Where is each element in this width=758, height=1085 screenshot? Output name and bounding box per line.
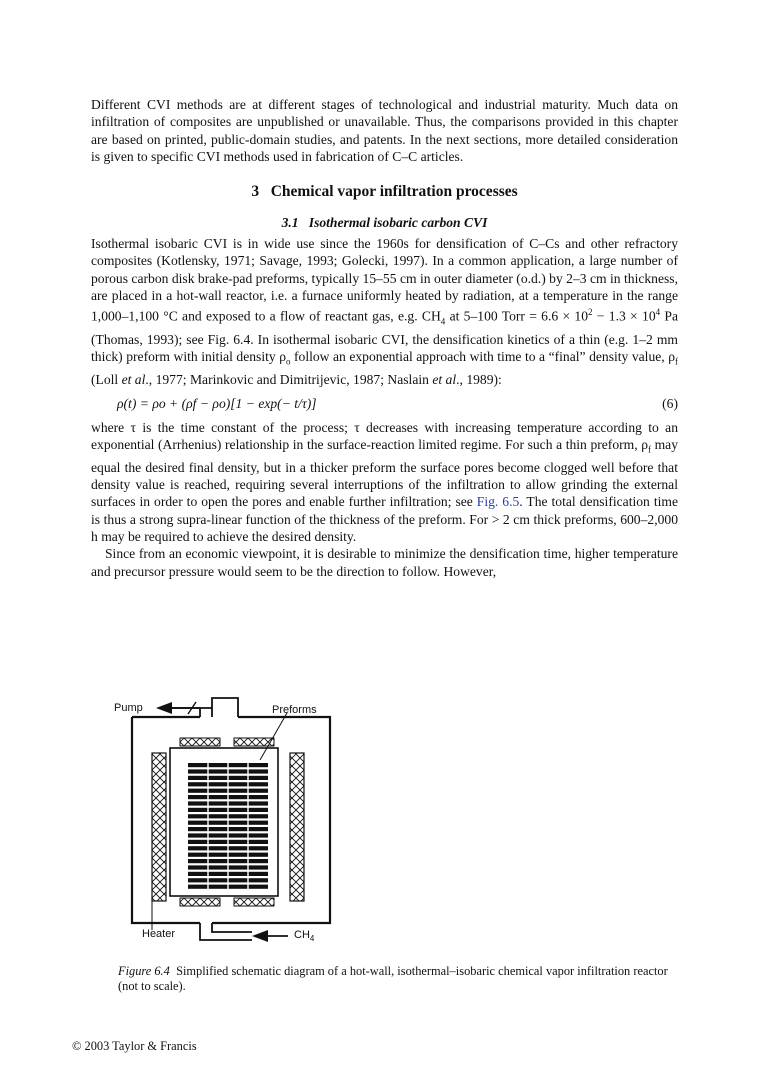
preform-stack xyxy=(188,763,268,890)
gas-label: $CH_4$ xyxy=(294,929,315,944)
page-body xyxy=(91,96,678,580)
reactor-schematic xyxy=(112,690,342,945)
section-heading xyxy=(91,183,678,201)
figure-link[interactable]: Fig. 6.5 xyxy=(476,494,520,510)
intro-paragraph: Different CVI methods are at different stages of technological and industrial maturity. Much data on infiltration of composites are unpublished or unavailable. Thus, the comparisons provided in this chapter are based on printed, public-domain studies, and patents. In the next sections, more detailed consideration is given to specific CVI methods used in fabrication of C–C articles. xyxy=(91,97,678,164)
paragraph-2: where τ is the time constant of the process; τ decreases with increasing temperature according to an exponential (Arrhenius) relationship in the surface-reaction limited regime. For such a thin preform, $\rho_f$ may equal the desired final density, but in a thicker preform the surface pores become clogged well before that density value is reached, requiring several interruptions of the infiltration to allow grinding the external surfaces in order to open the pores and enable further infiltration; see Fig. 6.5. The total densification time is thus a strong supra-linear function of the thickness of the preform. For > 2 cm thick preforms, 600–2,000 h may be required to achieve the desired density. xyxy=(91,419,678,545)
gas-inlet-arrow-icon xyxy=(252,930,268,942)
heater-right xyxy=(290,753,304,901)
reactor-diagram xyxy=(112,690,342,945)
preforms-label: Preforms xyxy=(272,704,317,716)
heater-bottom-left xyxy=(180,898,220,906)
heater-label: Heater xyxy=(142,928,176,940)
equation-6 xyxy=(91,395,678,413)
copyright-notice: © 2003 Taylor & Francis xyxy=(72,1039,197,1053)
pump-label: Pump xyxy=(114,702,143,714)
heater-bottom-right xyxy=(234,898,274,906)
pump-arrow-icon xyxy=(156,702,172,714)
outlet-pipe xyxy=(172,708,200,717)
caption-label: Figure 6.4 xyxy=(118,964,170,978)
paragraph-3: Since from an economic viewpoint, it is desirable to minimize the densification time, higher temperature and precursor pressure would seem to be the direction to follow. However, xyxy=(91,546,678,579)
heater-top-left xyxy=(180,738,220,746)
subsection-title: Isothermal isobaric carbon CVI xyxy=(308,215,488,231)
equation-number: (6) xyxy=(662,395,678,411)
section-number: 3 xyxy=(251,183,260,201)
paragraph-1: Isothermal isobaric CVI is in wide use since the 1960s for densification of C–Cs and other refractory composites (Kotlensky, 1971; Savage, 1993; Golecki, 1997). In a common application, a large number of porous carbon disk brake-pad preforms, typically 15–55 cm in outer diameter (o.d.) by 2–3 cm in thickness, are placed in a hot-wall reactor, i.e. a furnace uniformly heated by radiation, at a temperature in the range 1,000–1,100 °C and exposed to a flow of reactant gas, e.g. $CH_4$ at 5–100 Torr = $6.6 \times 10^2 - 1.3 \times 10^4$ Pa (Thomas, 1993); see Fig. 6.4. In isothermal isobaric CVI, the densification kinetics of a thin (e.g. 1–2 mm thick) preform with initial density $\rho_o$ follow an exponential approach with time to a “final” density value, $\rho_f$ (Loll et al., 1977; Marinkovic and Dimitrijevic, 1987; Naslain et al., 1989): xyxy=(91,236,679,388)
subsection-heading xyxy=(91,215,678,231)
caption-text: Simplified schematic diagram of a hot-wall, isothermal–isobaric chemical vapor infiltration reactor (not to scale). xyxy=(118,964,668,993)
equation-text: ρ(t) = ρo + (ρf − ρo)[1 − exp(− t/τ)] xyxy=(117,395,317,411)
figure-caption xyxy=(118,964,678,994)
heater-top-right xyxy=(234,738,274,746)
subsection-number: 3.1 xyxy=(281,215,299,231)
heater-left xyxy=(152,753,166,901)
section-title: Chemical vapor infiltration processes xyxy=(270,183,518,201)
preforms-leader xyxy=(260,713,287,760)
